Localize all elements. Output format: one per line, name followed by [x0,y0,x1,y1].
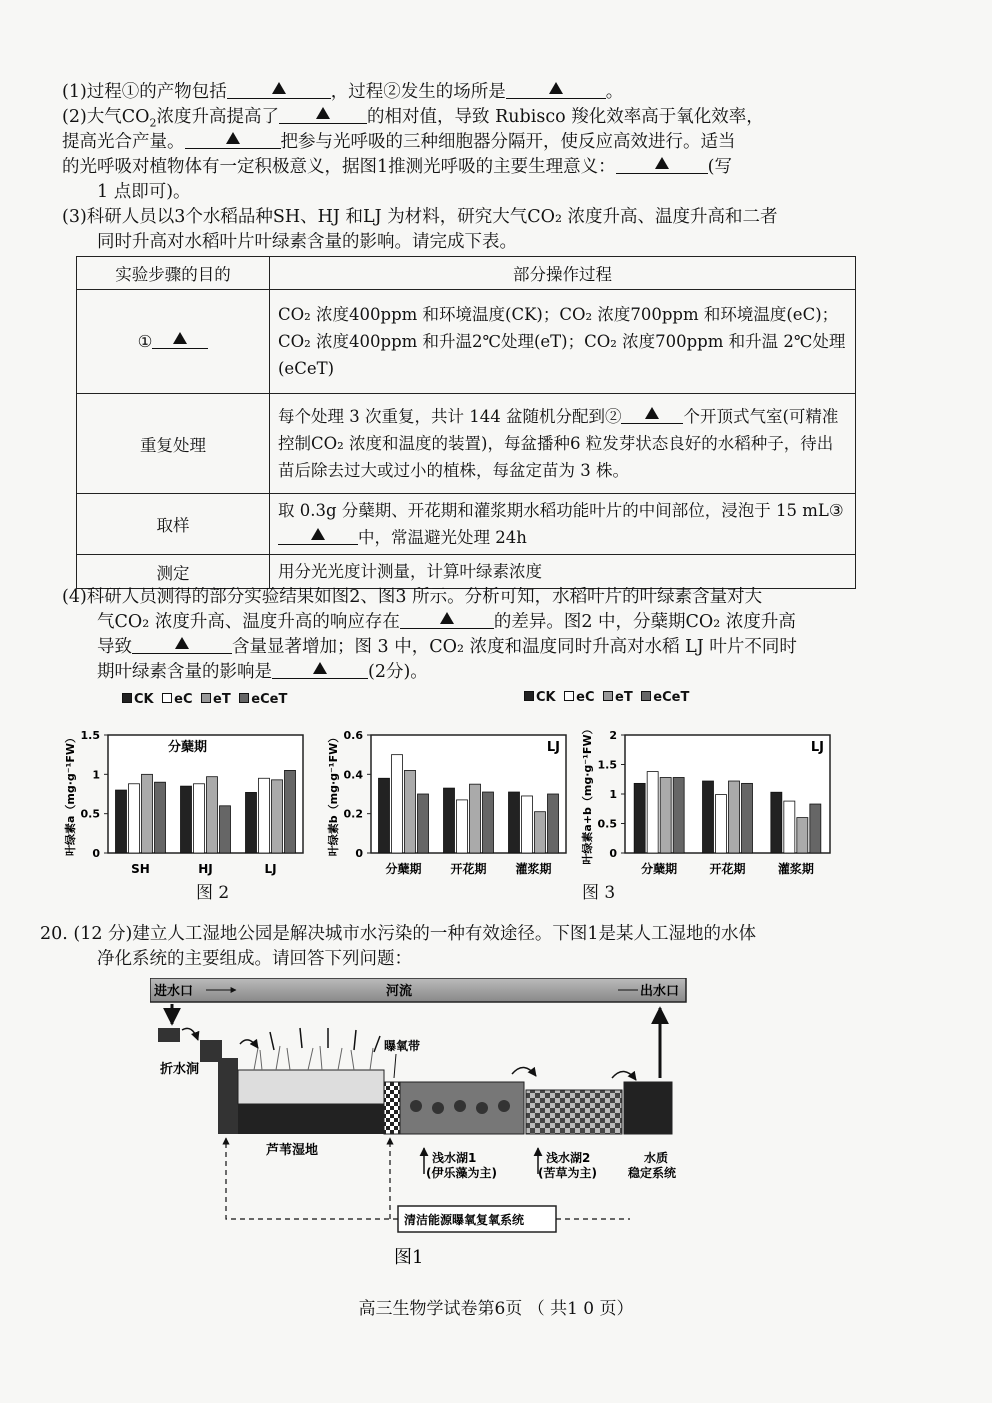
shallow-lake-2 [526,1090,622,1134]
bar-ck [634,783,645,853]
flow-arrow-icon [612,1071,636,1080]
lake-1-label: 浅水湖1 [432,1151,477,1165]
q4-text: 导致 [97,637,132,657]
aeration-label: 曝氧带 [384,1039,421,1053]
q2-text: 提高光合产量。 [62,132,185,152]
q4-text: 期叶绿素含量的影响是 [97,662,272,682]
y-tick-label: 2 [609,729,617,742]
q3-text: 同时升高对水稻叶片叶绿素含量的影响。请完成下表。 [97,232,517,252]
lake-2-label: 浅水湖2 [546,1151,591,1165]
q2-text: 的光呼吸对植物体有一定积极意义，据图1推测光呼吸的主要生理意义： [62,157,616,177]
bar-ecet [418,794,429,853]
legend-label: eC [576,690,595,705]
y-tick-label: 1 [609,788,617,801]
bar-ec [716,795,727,853]
chart-title: LJ [810,740,824,755]
table-header: 实验步骤的目的 [77,257,270,290]
x-tick-label: 开花期 [709,862,746,876]
bar-ecet [483,792,494,853]
bar-ck [379,778,390,853]
q4-text: 气CO₂ 浓度升高、温度升高的响应存在 [97,612,400,632]
x-tick-label: 分蘖期 [385,862,422,876]
x-tick-label: 灌浆期 [515,862,552,876]
aeration-system-label: 清洁能源曝氧复氧系统 [404,1213,525,1227]
q4-text: (4)科研人员测得的部分实验结果如图2、图3 所示。分析可知，水稻叶片的叶绿素含量对大 [62,587,763,607]
y-tick-label: 0.6 [343,729,363,742]
reed-soil [238,1104,384,1134]
y-tick-label: 0.4 [343,768,363,782]
y-tick-label: 0.5 [80,807,100,821]
page-footer: 高三生物学试卷第6页 （ 共1 0 页） [358,1299,634,1319]
aeration-band [384,1082,400,1134]
table-cell: 重复处理 [77,394,270,494]
q2-text: 1 点即可)。 [97,182,191,202]
figure-3-label: 图 3 [582,883,616,903]
x-tick-label: 灌浆期 [777,862,814,876]
wetland-diagram [150,978,710,1268]
bar-et [272,780,283,853]
reed-wetland-label: 芦苇湿地 [266,1143,319,1158]
bar-ec [194,784,205,853]
bar-ecet [548,794,559,853]
bar-ck [509,792,520,853]
table-cell: 测定 [77,555,270,589]
bar-ec [392,755,403,853]
y-tick-label: 1.5 [80,729,100,742]
y-axis-label: 叶绿素a+b（mg·g⁻¹FW） [581,723,594,865]
y-axis-label: 叶绿素b（mg·g⁻¹FW） [327,731,340,857]
x-tick-label: LJ [264,862,277,876]
bar-et [729,781,740,853]
table-cell: 用分光光度计测量，计算叶绿素浓度 [270,555,856,589]
bar-et [470,784,481,853]
bar-et [660,777,671,853]
q4-text: (2分)。 [368,662,428,682]
legend-label: CK [536,690,556,705]
pointer-line [394,1054,396,1078]
cell-text: 取 0.3g 分蘖期、开花期和灌浆期水稻功能叶片的中间部位，浸泡于 15 mL③ [278,501,844,520]
q3-text: (3)科研人员以3个水稻品种SH、HJ 和LJ 为材料，研究大气CO₂ 浓度升高、温度升高和二者 [62,207,778,227]
chart-title: LJ [546,740,560,755]
bar-et [535,812,546,853]
figure-2-label: 图 2 [196,883,230,903]
q1-text-a: (1)过程①的产物包括 [62,82,227,102]
flow-arrow-icon [182,1028,198,1040]
table-cell: CO₂ 浓度400ppm 和环境温度(CK)；CO₂ 浓度700ppm 和环境温度(eC)；CO₂ 浓度400ppm 和升温2℃处理(eT)；CO₂ 浓度700ppm 和升温 2℃处理(eCeT) [270,290,856,394]
lake-1-sub-label: (伊乐藻为主) [426,1166,497,1180]
q2-text: 浓度升高提高了 [156,107,280,127]
y-tick-label: 1.5 [597,758,617,772]
stable-label-2: 稳定系统 [628,1166,677,1180]
stable-system-box [624,1082,672,1134]
bar-ck [444,788,455,853]
y-tick-label: 0 [355,847,363,860]
y-tick-label: 0 [92,847,100,860]
question-20-line-2 [97,947,874,972]
weir-step [158,1028,180,1042]
river-label: 河流 [386,984,413,999]
bar-ecet [220,806,231,853]
bar-ec [522,796,533,853]
stable-label-1: 水质 [644,1151,669,1165]
table-header: 部分操作过程 [270,257,856,290]
q2-text: (2)大气CO [62,107,150,127]
legend-label: eT [213,692,231,707]
bar-ec [647,772,658,853]
cell-text: 个开顶式气室(可精准控制CO₂ 浓度和温度的装置)，每盆播种6 粒发芽状态良好的水稻种子，待出苗后除去过大或过小的植株，每盆定苗为 3 株。 [278,407,839,480]
inlet-label: 进水口 [154,984,194,999]
weir-step [218,1058,238,1134]
q1-text-c: 。 [605,82,624,102]
q2-text: 的相对值，导致 Rubisco 羧化效率高于氧化效率， [367,107,764,127]
y-axis-label: 叶绿素a（mg·g⁻¹FW） [64,731,77,857]
bar-ecet [673,777,684,853]
q2-text: (写 [707,157,732,177]
y-tick-label: 1 [92,768,100,782]
y-tick-label: 0.2 [343,807,363,821]
bar-ec [784,801,795,853]
table-cell: 取样 [77,494,270,555]
x-tick-label: SH [131,862,150,876]
legend-label: eC [174,692,193,707]
bar-et [405,770,416,853]
outlet-label: 出水口 [640,984,680,999]
cell-text: ① [137,332,153,351]
question-20-line-1 [40,922,874,947]
bar-ck [771,792,782,853]
bar-ecet [810,804,821,853]
bar-ecet [155,782,166,853]
q1-text-b: ，过程②发生的场所是 [330,82,506,102]
bar-ec [259,778,270,853]
bar-ck [116,790,127,853]
bar-ecet [285,770,296,853]
flow-arrow-icon [240,1040,258,1048]
reed-plants-icon [254,1046,373,1070]
q4-text: 的差异。图2 中，分蘖期CO₂ 浓度升高 [493,612,796,632]
x-tick-label: 分蘖期 [641,862,678,876]
lake-2-sub-label: (苦草为主) [538,1166,597,1180]
figure-1-label: 图1 [394,1247,424,1268]
weir-label: 折水涧 [160,1062,200,1077]
legend-label: eT [615,690,633,705]
x-tick-label: 开花期 [450,862,487,876]
legend-label: CK [134,692,154,707]
q4-text: 含量显著增加；图 3 中，CO₂ 浓度和温度同时升高对水稻 LJ 叶片不同时 [232,637,797,657]
bar-ec [129,784,140,853]
bar-et [797,818,808,853]
bar-ec [457,800,468,853]
bar-ck [246,792,257,853]
y-tick-label: 0 [609,847,617,860]
bar-ck [703,781,714,853]
legend-label: eCeT [653,690,690,705]
cell-text: 每个处理 3 次重复，共计 144 盆随机分配到② [278,407,622,426]
bar-et [142,774,153,853]
q20-text: 20. (12 分)建立人工湿地公园是解决城市水污染的一种有效途径。下图1是某人工湿地的水体 [40,924,757,944]
x-tick-label: HJ [198,862,213,876]
bar-ck [181,786,192,853]
q20-text: 净化系统的主要组成。请回答下列问题： [97,949,412,969]
cell-text: 中，常温避光处理 24h [358,528,527,547]
reed-zone [238,1070,384,1104]
bar-et [207,777,218,853]
legend-label: eCeT [251,692,288,707]
question-2-line-1: (2)大气$CO_2$浓度升高提高了 的相对值，导致 Rubisco 羧化效率高于氧化效率， [62,107,764,130]
flow-arrow-icon [512,1067,536,1076]
chart-title: 分蘖期 [167,740,208,755]
y-tick-label: 0.5 [597,817,617,831]
sun-arrows-icon [270,1028,380,1052]
bar-ecet [742,783,753,853]
q2-text: 把参与光呼吸的三种细胞器分隔开，使反应高效进行。适当 [280,132,736,152]
